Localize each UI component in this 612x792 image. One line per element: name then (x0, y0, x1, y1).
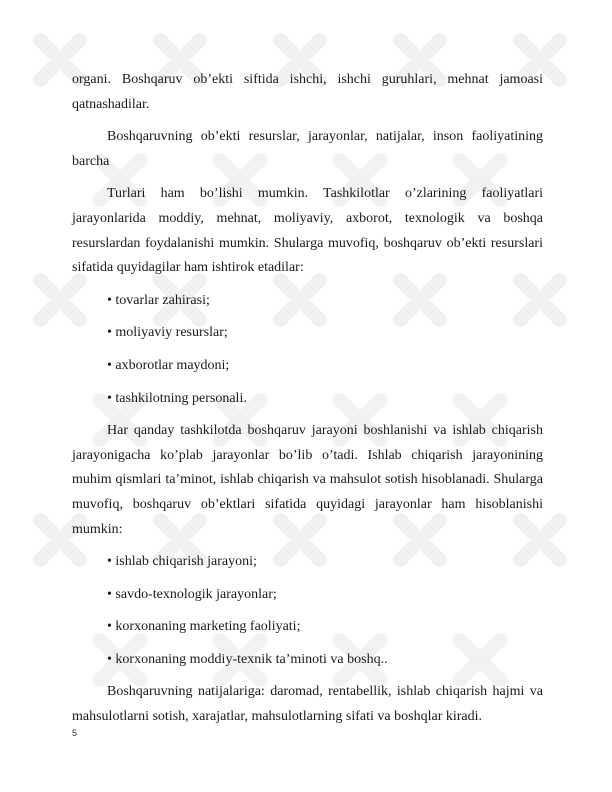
paragraph-management-results: Boshqaruvning natijalariga: daromad, rentabellik, ishlab chiqarish hajmi va mahsulotlarni sotish, xarajatlar, mahsulotlarning sifati va boshqlar kiradi. (72, 684, 543, 725)
list-item: • savdo-texnologik jarayonlar; (107, 586, 277, 602)
document-body (72, 68, 543, 738)
process-list (72, 550, 543, 672)
resources-list (72, 289, 543, 411)
list-item: • tovarlar zahirasi; (107, 292, 210, 308)
paragraph-object-resources: Boshqaruvning ob’ekti resurslar, jarayonlar, natijalar, inson faoliyatining barcha (72, 129, 543, 169)
paragraph-organization-resources: Turlari ham bo’lishi mumkin. Tashkilotlar o’zlarining faoliyatlari jarayonlarida moddiy, mehnat, moliyaviy, axborot, texnologik va boshqa resurslardan foydalanishi mumkin. Shularga muvofiq, boshqaruv ob’ekti resurslari sifatida quyidagilar ham ishtirok etadilar: (72, 186, 543, 276)
list-item: • tashkilotning personali. (107, 390, 247, 406)
list-item: • moliyaviy resurslar; (107, 325, 228, 341)
list-item: • ishlab chiqarish jarayoni; (107, 554, 257, 570)
page-number: 5 (72, 728, 78, 738)
list-item: • korxonaning moddiy-texnik ta’minoti va boshq.. (107, 651, 388, 667)
paragraph-intro-continuation: organi. Boshqaruv ob’ekti siftida ishchi, ishchi guruhlari, mehnat jamoasi qatnashadilar. (72, 72, 543, 112)
list-item: • korxonaning marketing faoliyati; (107, 619, 301, 635)
list-item: • axborotlar maydoni; (107, 357, 230, 373)
paragraph-management-processes: Har qanday tashkilotda boshqaruv jarayoni boshlanishi va ishlab chiqarish jarayonigacha ko’plab jarayonlar bo’lib o’tadi. Ishlab chiqarish jarayonining muhim qismlari ta’minot, ishlab chiqarish va mahsulot sotish hisoblanadi. Shularga muvofiq, boshqaruv ob’ektlari sifatida quyidagi jarayonlar ham hisoblanishi mumkin: (72, 423, 543, 537)
